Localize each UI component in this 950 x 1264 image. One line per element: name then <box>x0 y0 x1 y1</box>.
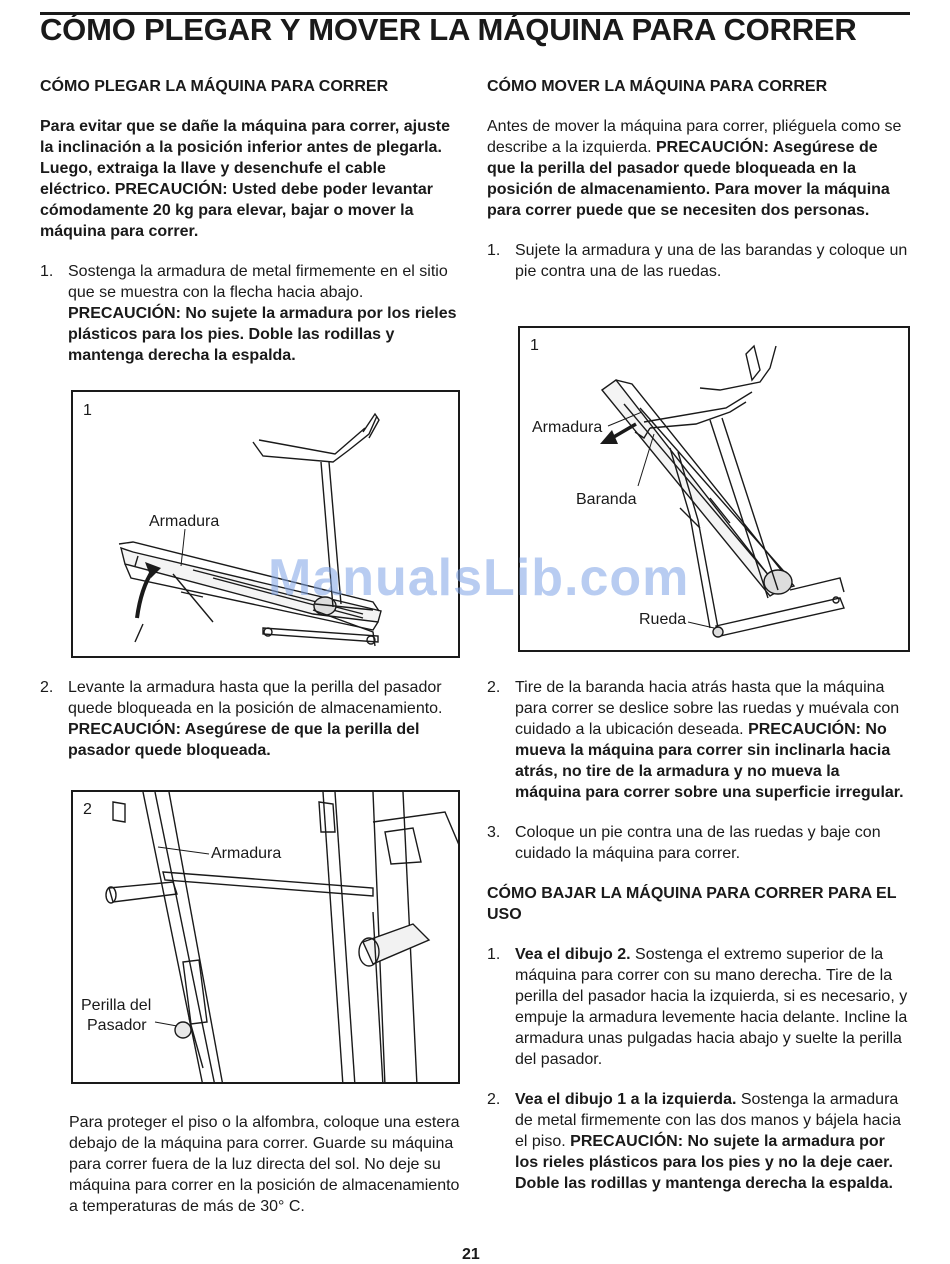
treadmill-lowered-illustration <box>73 392 460 658</box>
step-warning: PRECAUCIÓN: No sujete la armadura por los rieles plásticos para los pies. Doble las rodillas y mantenga derecha la espalda. <box>68 305 457 364</box>
move-intro-warning: PRECAUCIÓN: Asegúrese de que la perilla del pasador quede bloqueada en la posición de almacenamiento. Para mover la máquina para correr puede que se necesiten dos personas. <box>487 139 890 219</box>
lower-step-2 <box>487 1089 909 1194</box>
label-frame: Armadura <box>532 419 603 436</box>
fold-step-2-block <box>40 677 460 761</box>
label-rail: Baranda <box>576 491 637 508</box>
move-step-2 <box>487 677 909 803</box>
step-warning: PRECAUCIÓN: Asegúrese de que la perilla del pasador quede bloqueada. <box>68 721 420 759</box>
page-number: 21 <box>462 1246 480 1263</box>
step-text: Tire de la baranda hacia atrás hasta que la máquina para correr se deslice sobre las ruedas y muévala con cuidado a la ubicación deseada. <box>515 679 900 738</box>
step-text: Coloque un pie contra una de las ruedas y baje con cuidado la máquina para correr. <box>515 824 881 862</box>
fold-step-2 <box>40 677 460 761</box>
step-text: Sostenga el extremo superior de la máquina para correr con su mano derecha. Tire de la perilla del pasador hacia la izquierda, si es necesario, y empuje la armadura levemente hacia delante. Incline la armadura unas pulgadas hacia abajo y suelte la perilla del pasador. <box>515 946 908 1068</box>
label-frame: Armadura <box>149 513 220 530</box>
right-column-bottom <box>487 677 909 1194</box>
move-heading: CÓMO MOVER LA MÁQUINA PARA CORRER <box>487 78 828 95</box>
figure-number: 1 <box>530 337 539 354</box>
step-number: 2. <box>487 679 501 696</box>
step-text: Levante la armadura hasta que la perilla del pasador quede bloqueada en la posición de almacenamiento. <box>68 679 443 717</box>
move-intro <box>487 116 909 221</box>
figure-number: 2 <box>83 801 92 818</box>
move-step-3 <box>487 822 909 864</box>
watermark: ManualsLib.com <box>268 549 690 607</box>
fold-step-1 <box>40 261 460 366</box>
move-intro-text: Antes de mover la máquina para correr, pliéguela como se describe a la izquierda. <box>487 118 902 156</box>
step-text: Sostenga la armadura de metal firmemente con las dos manos y bájela hacia el piso. <box>515 1091 901 1150</box>
figure-2-latch <box>71 790 460 1084</box>
latch-closeup-illustration <box>73 792 460 1084</box>
fold-heading: CÓMO PLEGAR LA MÁQUINA PARA CORRER <box>40 78 389 95</box>
page-title: CÓMO PLEGAR Y MOVER LA MÁQUINA PARA CORRER <box>40 12 857 47</box>
step-number: 2. <box>40 679 54 696</box>
step-text: Sujete la armadura y una de las barandas y coloque un pie contra una de las ruedas. <box>515 242 908 280</box>
step-warning: PRECAUCIÓN: No sujete la armadura por los rieles plásticos para los pies y no la deje caer. Doble las rodillas y mantenga derecha la espalda. <box>515 1133 893 1192</box>
lower-step-1 <box>487 944 909 1070</box>
step-lead: Vea el dibujo 2. <box>515 946 631 963</box>
figure-number: 1 <box>83 402 92 419</box>
fold-intro: Para evitar que se dañe la máquina para correr, ajuste la inclinación a la posición inferior antes de plegarla. Luego, extraiga la llave y desenchufe el cable eléctrico. PRECAUCIÓN: Usted debe poder levantar cómodamente 20 kg para elevar, bajar o mover la máquina para correr. <box>40 118 450 240</box>
closing-text: Para proteger el piso o la alfombra, coloque una estera debajo de la máquina para correr. Guarde su máquina para correr fuera de la luz directa del sol. No deje su máquina para correr en la posición de almacenamiento a temperaturas de más de 30° C. <box>69 1114 460 1215</box>
label-wheel: Rueda <box>639 611 687 628</box>
step-number: 1. <box>40 263 54 280</box>
step-number: 1. <box>487 946 501 963</box>
label-knob-line2: Pasador <box>87 1017 147 1034</box>
step-text: Sostenga la armadura de metal firmemente en el sitio que se muestra con la flecha hacia abajo. <box>68 263 448 301</box>
lower-heading: CÓMO BAJAR LA MÁQUINA PARA CORRER PARA EL USO <box>487 885 897 923</box>
right-column-top <box>487 76 909 282</box>
figure-1-fold <box>71 390 460 658</box>
step-lead: Vea el dibujo 1 a la izquierda. <box>515 1091 737 1108</box>
step-number: 1. <box>487 242 501 259</box>
label-frame: Armadura <box>211 845 282 862</box>
left-column-top <box>40 76 460 366</box>
move-step-1 <box>487 240 909 282</box>
step-warning: PRECAUCIÓN: No mueva la máquina para correr sin inclinarla hacia atrás, no tire de la armadura y no mueva la máquina para correr sobre una superficie irregular. <box>515 721 904 801</box>
step-number: 2. <box>487 1091 501 1108</box>
label-knob-line1: Perilla del <box>81 997 152 1014</box>
step-number: 3. <box>487 824 501 841</box>
fold-closing <box>69 1112 461 1217</box>
